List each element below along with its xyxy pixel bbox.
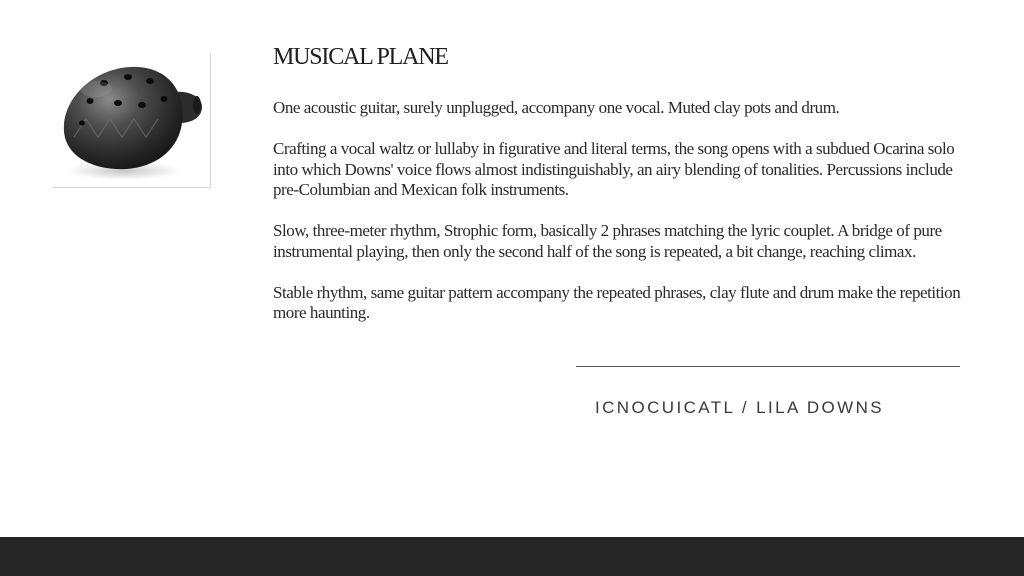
- paragraph-instrumentation: One acoustic guitar, surely unplugged, accompany one vocal. Muted clay pots and drum.: [273, 98, 840, 117]
- footer-bar: [0, 537, 1024, 576]
- caption-divider: [576, 366, 960, 367]
- paragraph-form: Slow, three-meter rhythm, Strophic form, basically 2 phrases matching the lyric couplet. A bridge of pure instrumental playing, then only the second half of the song is repeated, a bit change, reaching climax.: [273, 221, 942, 261]
- paragraph-rhythm: Stable rhythm, same guitar pattern accompany the repeated phrases, clay flute and drum make the repetition more haunting.: [273, 282, 961, 322]
- paragraph-opening: Crafting a vocal waltz or lullaby in figurative and literal terms, the song opens with a subdued Ocarina solo into which Downs' voice flows almost indistinguishably, an airy blending of tonalities. Percussions include pre-Columbian and Mexican folk instruments.: [273, 139, 955, 199]
- slide-title: MUSICAL PLANE: [273, 44, 448, 70]
- slide-body: [273, 98, 963, 344]
- ocarina-image: [52, 53, 211, 188]
- song-caption: ICNOCUICATL / LILA DOWNS: [595, 398, 885, 417]
- ocarina-illustration: [52, 53, 210, 187]
